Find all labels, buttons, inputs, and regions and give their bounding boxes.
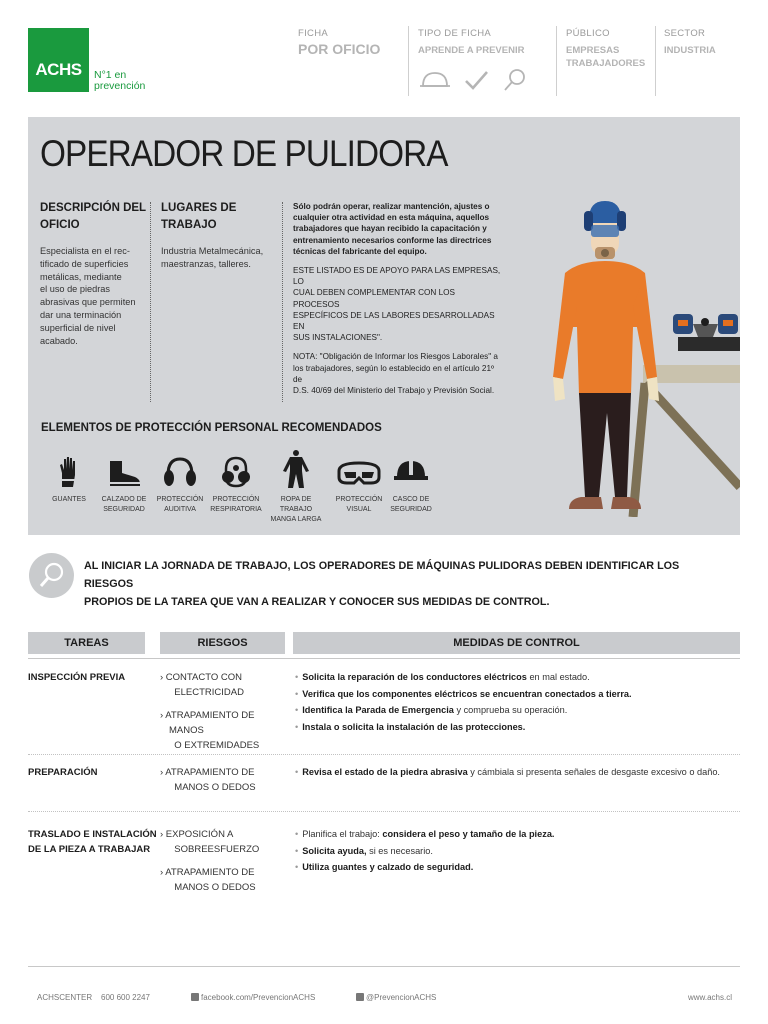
epp-caption-line: AUDITIVA [164,506,196,513]
measure-item: • Planifica el trabajo: considera el peso y tamaño de la pieza. [295,829,555,839]
footer-center-label: ACHSCENTER [37,993,93,1002]
helmet-icon [392,455,430,489]
measure-strong: Instala o solicita la instalación de las protecciones. [302,721,526,732]
text-line: abrasivas que permiten [40,297,136,308]
task-label: DE LA PIEZA A TRABAJAR [28,844,151,855]
risk-line: › EXPOSICIÓN A [160,829,234,840]
footer-twitter[interactable] [356,993,436,1002]
achs-logo[interactable] [28,28,89,92]
note-line: Sólo podrán operar, realizar mantención, ajustes o [293,202,490,211]
callout-text [84,557,684,611]
footer-divider [28,966,740,967]
epp-caption [152,495,208,515]
risk-item [160,827,285,857]
measures-list [295,826,740,876]
epp-caption-line: SEGURIDAD [390,506,432,513]
meta-publico [566,28,645,96]
epp-item-helmet [383,455,439,515]
epp-item-boots [96,455,152,515]
epp-caption-line: MANGA LARGA [270,516,322,523]
measure-strong: considera el peso y tamaño de la pieza. [382,829,555,839]
risk-list [160,670,285,761]
epp-item-coverall [268,455,324,525]
task-traslado [28,827,157,857]
respirator-icon [218,455,254,489]
search-badge [29,553,74,598]
worker-glove [553,377,565,401]
worker-head [584,201,626,259]
row-divider [28,754,740,755]
task-preparacion [28,765,98,780]
note-training [293,201,503,257]
note-line: ESTE LISTADO ES DE APOYO PARA LAS EMPRESAS, LO [293,266,501,287]
footer-facebook[interactable] [191,993,315,1002]
meta-ficha-value: POR OFICIO [298,41,381,57]
note-line: trabajadores que hayan recibido la capacitación y [293,224,487,234]
text-line: metálicas, mediante [40,271,122,282]
measure-text: si es necesario. [366,845,433,856]
grinder-machine-icon [673,314,740,351]
risk-line: O EXTREMIDADES [174,740,260,751]
epp-caption [268,495,324,525]
worker-glove [647,377,659,401]
magnifier-icon [505,70,524,90]
risk-list [160,765,285,803]
column-header-medidas: MEDIDAS DE CONTROL [293,632,740,654]
earmuffs-icon [162,455,198,489]
note-line: entrenamiento necesarios conforme las directrices [293,235,492,245]
epp-caption [383,495,439,515]
note-line: los trabajadores, según lo establecido en el artículo 21º de [293,363,494,384]
worker-boot [569,497,603,509]
footer-center [37,993,150,1002]
meta-ficha-label: FICHA [298,28,328,39]
text-line: el uso de piedras [40,284,110,295]
places-text [161,245,281,271]
text-line: superficial de nivel [40,322,116,333]
meta-sector-value: INDUSTRIA [664,45,716,56]
goggles-icon [336,455,382,489]
logo-tagline: N°1 en prevención [94,69,146,92]
epp-caption [41,495,97,505]
meta-tipo-label: TIPO DE FICHA [418,28,492,39]
note-line: SUS INSTALACIONES". [293,333,383,343]
task-label: TRASLADO E INSTALACIÓN [28,829,157,840]
column-divider [282,202,283,402]
measure-item: • Verifica que los componentes eléctricos se encuentran conectados a tierra. [295,688,632,699]
places-heading-line: LUGARES DE [161,202,237,214]
risk-item [160,865,285,895]
coverall-icon [279,449,313,489]
risk-item [160,670,285,700]
epp-item-goggles [331,455,387,515]
helmet-outline-icon [420,73,450,86]
text-line: Especialista en el rec- [40,246,130,256]
epp-title: ELEMENTOS DE PROTECCIÓN PERSONAL RECOMENDADOS [41,422,382,434]
epp-caption [208,495,264,515]
check-icon [466,72,487,88]
column-header-riesgos: RIESGOS [160,632,285,654]
row-divider [28,811,740,812]
tipo-icons [419,66,529,94]
epp-caption-line: PROTECCIÓN [335,496,383,503]
text-line: dar una terminación [40,309,122,320]
facebook-icon [191,993,199,1001]
risk-line: › ATRAPAMIENTO DE MANOS [160,710,255,736]
boot-icon [105,455,143,489]
description-heading-line: OFICIO [40,219,80,231]
measure-strong: Revisa el estado de la piedra abrasiva [302,767,468,777]
places-heading-line: TRABAJO [161,219,217,231]
hero-panel [28,117,740,535]
note-line: técnicas del fabricante del equipo. [293,246,427,256]
risk-line: MANOS O DEDOS [174,882,256,893]
risk-line: SOBREESFUERZO [174,844,260,855]
note-line: NOTA: "Obligación de Informar los Riesgos Laborales" a [293,352,498,362]
note-listado [293,265,503,343]
worker-illustration [523,197,740,517]
risk-line: › ATRAPAMIENTO DE [160,867,255,878]
meta-sector [664,28,716,96]
worker-pants [579,393,631,497]
meta-publico-value [566,44,645,70]
task-label: PREPARACIÓN [28,767,98,778]
measure-strong: Solicita ayuda, [302,845,367,856]
measure-text: en mal estado. [526,672,590,682]
workbench-brace [645,383,740,487]
twitter-icon [356,993,364,1001]
risk-line: ELECTRICIDAD [174,687,244,698]
column-divider [150,202,151,402]
footer-facebook-link[interactable]: facebook.com/PrevencionACHS [201,993,316,1002]
epp-caption-line: CALZADO DE [101,496,147,503]
measure-item: • Revisa el estado de la piedra abrasiva y cámbiala si presenta señales de desgaste excesivo o daño. [295,767,720,777]
epp-caption [96,495,152,515]
epp-item-respirator [208,455,264,515]
header-divider [28,658,740,659]
meta-divider [556,26,557,96]
measure-strong: Solicita la reparación de los conductores eléctricos [302,672,527,682]
epp-caption [331,495,387,515]
measure-strong: Verifica que los componentes eléctricos se encuentran conectados a tierra. [302,688,632,699]
magnifier-icon [29,553,74,598]
risk-item [160,708,285,753]
footer-twitter-link[interactable]: @PrevencionACHS [366,993,437,1002]
measure-item: • Identifica la Parada de Emergencia y comprueba su operación. [295,705,568,715]
measure-text: y comprueba su operación. [453,705,568,715]
measure-item: • Utiliza guantes y calzado de seguridad. [295,862,474,872]
measure-text: Planifica el trabajo: [302,829,383,839]
risk-line: › CONTACTO CON [160,672,242,683]
description-heading [40,200,146,234]
workbench-top [643,365,740,383]
epp-caption-line: RESPIRATORIA [210,506,262,513]
page-title: OPERADOR DE PULIDORA [40,133,448,174]
text-line: acabado. [40,335,78,346]
epp-caption-line: GUANTES [52,496,86,503]
epp-caption-line: PROTECCIÓN [156,496,204,503]
notes-block [293,201,503,404]
epp-item-gloves [41,455,97,505]
text-line: maestranzas, talleres. [161,258,251,269]
measure-text: y cámbiala si presenta señales de desgaste excesivo o daño. [467,767,720,777]
worker-shirt [565,261,645,395]
task-label: INSPECCIÓN PREVIA [28,672,126,683]
measure-item: • Solicita ayuda, si es necesario. [295,845,433,856]
callout-line: PROPIOS DE LA TAREA QUE VAN A REALIZAR Y CONOCER SUS MEDIDAS DE CONTROL. [84,596,550,608]
epp-item-earmuffs [152,455,208,515]
risk-line: › ATRAPAMIENTO DE [160,767,255,778]
note-line: CUAL DEBEN COMPLEMENTAR CON LOS PROCESOS [293,288,455,309]
note-line: cualquier otra actividad en esta máquina, aquellos [293,213,490,223]
note-legal [293,351,503,396]
measures-list [295,669,740,735]
epp-caption-line: PROTECCIÓN [212,496,260,503]
epp-caption-line: VISUAL [346,506,372,513]
risk-line: MANOS O DEDOS [174,782,256,793]
measure-item: • Solicita la reparación de los conductores eléctricos en mal estado. [295,672,590,682]
measure-item: • Instala o solicita la instalación de las protecciones. [295,721,526,732]
task-inspeccion [28,670,125,685]
meta-sector-label: SECTOR [664,28,706,39]
footer-web[interactable]: www.achs.cl [687,993,732,1002]
logo-text: ACHS [35,60,82,79]
meta-ficha [298,28,380,96]
epp-caption-line: SEGURIDAD [103,506,145,513]
callout-line: AL INICIAR LA JORNADA DE TRABAJO, LOS OPERADORES DE MÁQUINAS PULIDORAS DEBEN IDENTIFICAR LOS RIESGOS [84,560,680,590]
column-header-tareas: TAREAS [28,632,145,654]
risk-list [160,827,285,903]
measures-list [295,764,740,781]
text-line: Industria Metalmecánica, [161,246,264,256]
meta-divider [408,26,409,96]
measure-strong: Identifica la Parada de Emergencia [302,705,454,715]
footer-phone[interactable]: 600 600 2247 [101,993,150,1002]
meta-publico-label: PÚBLICO [566,28,610,39]
epp-caption-line: CASCO DE [392,496,430,503]
note-line: ESPECÍFICOS DE LAS LABORES DESARROLLADAS EN [293,310,495,332]
meta-tipo-value: APRENDE A PREVENIR [418,45,525,56]
publico-empresas: EMPRESAS [566,45,620,56]
places-heading [161,200,236,234]
description-text [40,245,145,347]
measure-strong: Utiliza guantes y calzado de seguridad. [302,862,474,872]
epp-caption-line: ROPA DE TRABAJO [279,496,313,513]
workbench-leg [633,383,645,517]
description-heading-line: DESCRIPCIÓN DEL [40,202,147,214]
gloves-icon [52,455,86,489]
risk-item [160,765,285,795]
note-line: D.S. 40/69 del Ministerio del Trabajo y Previsión Social. [293,386,495,396]
text-line: tificado de superficies [40,258,129,269]
meta-divider [655,26,656,96]
publico-trabajadores: TRABAJADORES [566,58,646,69]
